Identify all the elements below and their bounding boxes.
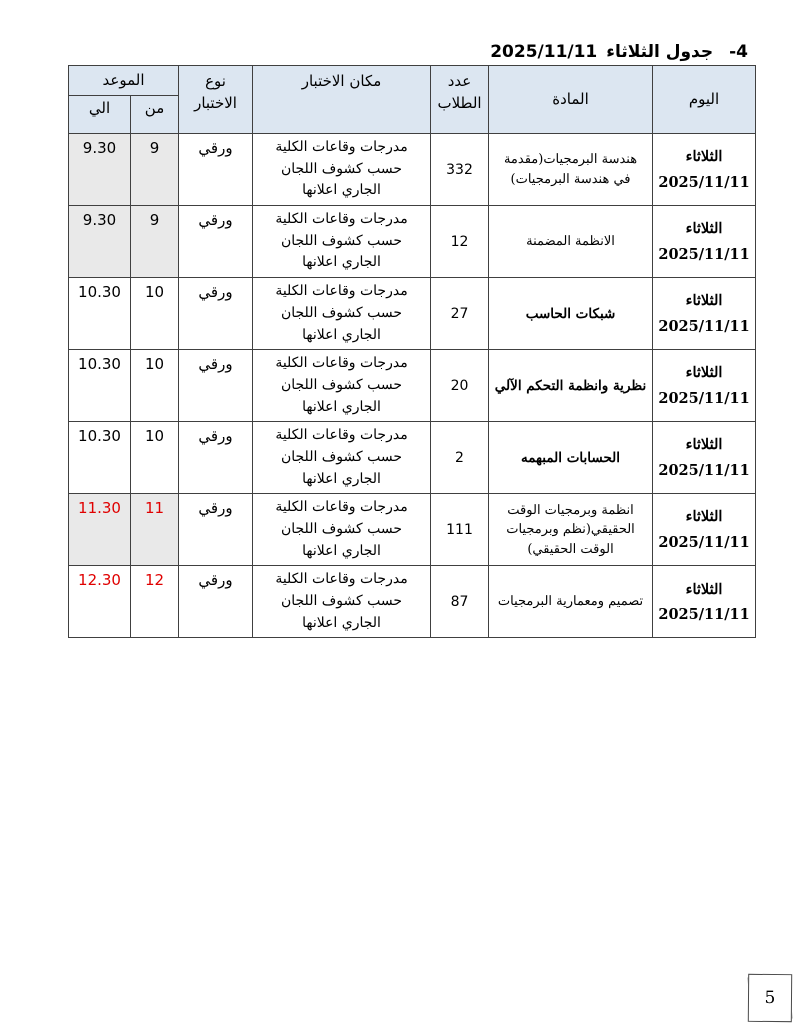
day-cell [653,566,756,638]
day-date: 2025/11/11 [658,461,750,479]
day-date: 2025/11/11 [658,605,750,623]
time-from-cell: 9 [131,134,179,206]
header-day: اليوم [653,66,756,134]
table-row [69,134,756,206]
day-name: الثلاثاء [685,220,723,238]
location-cell: مدرجات وقاعات الكلية حسب كشوف اللجان الجاري اعلانها [253,134,431,206]
day-cell [653,278,756,350]
day-name: الثلاثاء [685,148,723,166]
exam-type-cell: ورقي [179,278,253,350]
page-title [490,42,748,62]
students-count-cell: 87 [431,566,489,638]
location-cell: مدرجات وقاعات الكلية حسب كشوف اللجان الجاري اعلانها [253,350,431,422]
day-name: الثلاثاء [685,436,723,454]
exam-type-cell: ورقي [179,206,253,278]
day-cell [653,494,756,566]
day-date: 2025/11/11 [658,173,750,191]
day-name: الثلاثاء [685,508,723,526]
day-date: 2025/11/11 [658,317,750,335]
header-to: الي [69,96,131,134]
time-to-cell: 11.30 [69,494,131,566]
exam-type-cell: ورقي [179,494,253,566]
title-text: جدول الثلاثاء [606,42,714,62]
time-to-cell: 10.30 [69,422,131,494]
table-row [69,494,756,566]
table-header [69,66,756,134]
location-cell: مدرجات وقاعات الكلية حسب كشوف اللجان الجاري اعلانها [253,494,431,566]
day-date: 2025/11/11 [658,389,750,407]
students-count-cell: 12 [431,206,489,278]
header-location: مكان الاختبار [253,66,431,134]
exam-schedule-table [68,65,756,638]
time-to-cell: 10.30 [69,278,131,350]
location-cell: مدرجات وقاعات الكلية حسب كشوف اللجان الجاري اعلانها [253,566,431,638]
location-cell: مدرجات وقاعات الكلية حسب كشوف اللجان الجاري اعلانها [253,206,431,278]
table-row [69,422,756,494]
students-count-cell: 27 [431,278,489,350]
day-cell [653,206,756,278]
exam-table-body [69,134,756,638]
exam-type-cell: ورقي [179,422,253,494]
time-from-cell: 11 [131,494,179,566]
subject-cell: هندسة البرمجيات(مقدمة في هندسة البرمجيات) [489,134,653,206]
header-subject: المادة [489,66,653,134]
time-from-cell: 9 [131,206,179,278]
time-from-cell: 10 [131,350,179,422]
day-name: الثلاثاء [685,292,723,310]
day-cell [653,350,756,422]
subject-cell: الحسابات المبهمه [489,422,653,494]
students-count-cell: 111 [431,494,489,566]
day-name: الثلاثاء [685,580,723,598]
time-to-cell: 10.30 [69,350,131,422]
time-from-cell: 12 [131,566,179,638]
page-number-box [748,974,792,1022]
title-item-number: 4- [729,42,748,62]
header-schedule: الموعد [69,66,179,96]
time-to-cell: 9.30 [69,206,131,278]
table-row [69,566,756,638]
time-from-cell: 10 [131,278,179,350]
header-from: من [131,96,179,134]
exam-type-cell: ورقي [179,350,253,422]
subject-cell: شبكات الحاسب [489,278,653,350]
subject-cell: نظرية وانظمة التحكم الآلي [489,350,653,422]
students-count-cell: 332 [431,134,489,206]
location-cell: مدرجات وقاعات الكلية حسب كشوف اللجان الجاري اعلانها [253,278,431,350]
subject-cell: تصميم ومعمارية البرمجيات [489,566,653,638]
time-to-cell: 9.30 [69,134,131,206]
exam-type-cell: ورقي [179,134,253,206]
day-name: الثلاثاء [685,364,723,382]
time-from-cell: 10 [131,422,179,494]
day-cell [653,422,756,494]
page-number: 5 [748,974,792,1022]
title-date: 2025/11/11 [490,42,598,62]
table-row [69,206,756,278]
location-cell: مدرجات وقاعات الكلية حسب كشوف اللجان الجاري اعلانها [253,422,431,494]
subject-cell: انظمة وبرمجيات الوقت الحقيقي(نظم وبرمجيات الوقت الحقيقي) [489,494,653,566]
day-date: 2025/11/11 [658,533,750,551]
header-exam-type: نوع الاختبار [179,66,253,134]
students-count-cell: 2 [431,422,489,494]
exam-type-cell: ورقي [179,566,253,638]
table-row [69,350,756,422]
time-to-cell: 12.30 [69,566,131,638]
header-students: عدد الطلاب [431,66,489,134]
day-date: 2025/11/11 [658,245,750,263]
day-cell [653,134,756,206]
subject-cell: الانظمة المضمنة [489,206,653,278]
table-row [69,278,756,350]
students-count-cell: 20 [431,350,489,422]
